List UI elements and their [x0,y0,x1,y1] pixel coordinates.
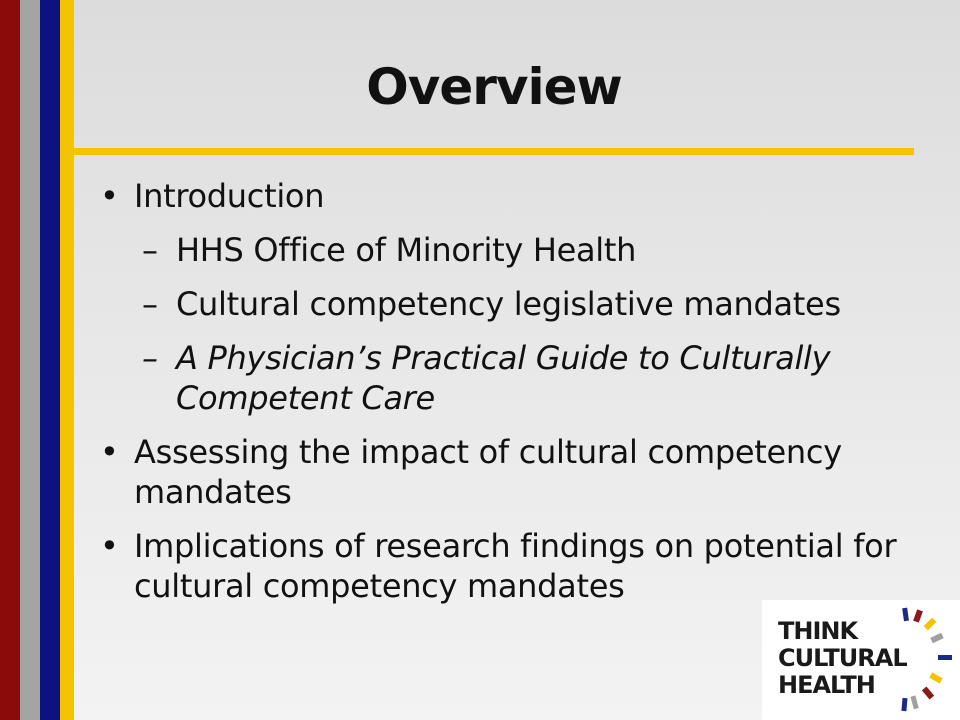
think-cultural-health-logo [762,600,960,720]
sub-bullet-hhs-office: – HHS Office of Minority Health [100,230,900,270]
side-stripe-yellow [60,0,74,720]
title-underline [74,148,914,155]
sub-bullet-physicians-guide: – A Physician’s Practical Guide to Culturally Competent Care [100,338,900,418]
bullet-introduction: • Introduction [100,176,900,216]
slide-body [100,176,900,620]
side-stripe-grey [20,0,40,720]
logo-sunburst-icon [762,600,960,720]
logo-line-think: THINK [778,617,858,645]
sub-bullet-legislative-mandates: – Cultural competency legislative mandates [100,284,900,324]
bullet-assessing-impact: • Assessing the impact of cultural competency mandates [100,432,900,512]
side-stripe-red [0,0,20,720]
bullet-implications: • Implications of research findings on potential for cultural competency mandates [100,526,900,606]
side-stripe-blue [40,0,60,720]
logo-line-health: HEALTH [778,671,875,699]
logo-line-cultural: CULTURAL [778,644,907,672]
slide-title: Overview [366,58,622,116]
